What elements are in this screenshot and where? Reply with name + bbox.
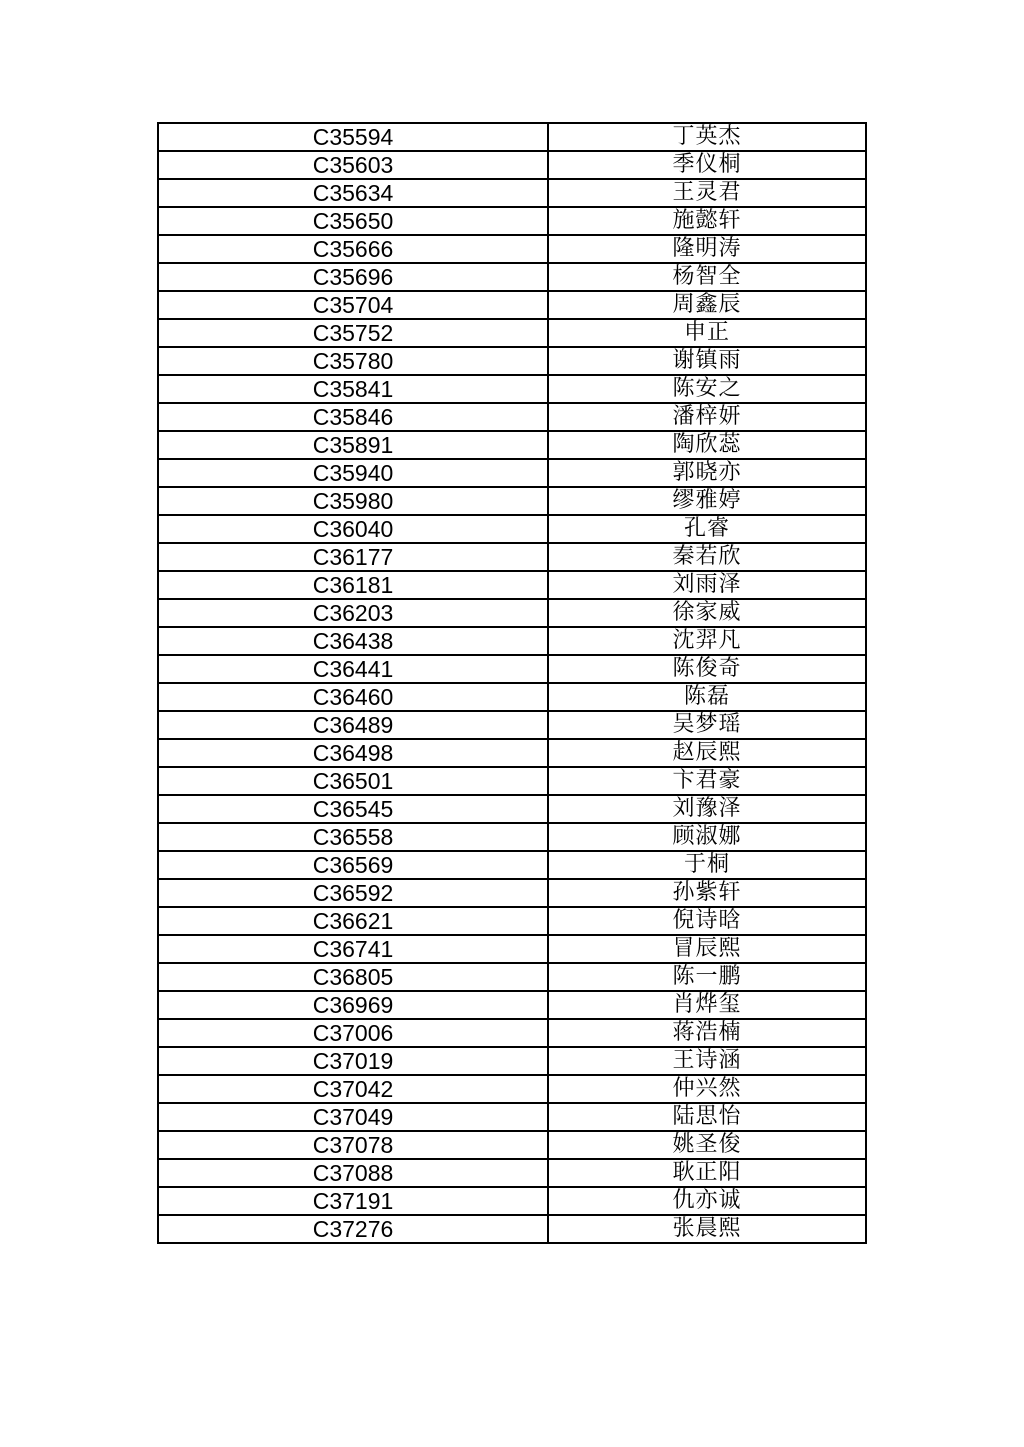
id-cell: C36741: [158, 935, 548, 963]
table-row: [158, 599, 866, 627]
id-cell: C35891: [158, 431, 548, 459]
name-cell: 陈安之: [548, 375, 866, 403]
table-row: [158, 403, 866, 431]
id-cell: C36969: [158, 991, 548, 1019]
id-cell: C36592: [158, 879, 548, 907]
table-row: [158, 319, 866, 347]
id-cell: C36805: [158, 963, 548, 991]
id-cell: C36203: [158, 599, 548, 627]
name-cell: 赵辰熙: [548, 739, 866, 767]
name-cell: 耿正阳: [548, 1159, 866, 1187]
table-row: [158, 823, 866, 851]
table-row: [158, 879, 866, 907]
table-row: [158, 1159, 866, 1187]
id-cell: C37191: [158, 1187, 548, 1215]
table-row: [158, 151, 866, 179]
table-row: [158, 459, 866, 487]
table-row: [158, 347, 866, 375]
table-row: [158, 935, 866, 963]
table-row: [158, 907, 866, 935]
id-cell: C35980: [158, 487, 548, 515]
name-cell: 陈一鹏: [548, 963, 866, 991]
roster-table: [157, 122, 867, 1244]
name-cell: 周鑫辰: [548, 291, 866, 319]
table-row: [158, 515, 866, 543]
name-cell: 丁英杰: [548, 123, 866, 151]
id-cell: C36177: [158, 543, 548, 571]
name-cell: 吴梦瑶: [548, 711, 866, 739]
id-cell: C35752: [158, 319, 548, 347]
id-cell: C35666: [158, 235, 548, 263]
name-cell: 徐家威: [548, 599, 866, 627]
table-row: [158, 1131, 866, 1159]
name-cell: 杨智全: [548, 263, 866, 291]
table-row: [158, 571, 866, 599]
id-cell: C35841: [158, 375, 548, 403]
id-cell: C35780: [158, 347, 548, 375]
table-row: [158, 655, 866, 683]
id-cell: C36569: [158, 851, 548, 879]
name-cell: 潘梓妍: [548, 403, 866, 431]
id-cell: C37019: [158, 1047, 548, 1075]
id-cell: C36621: [158, 907, 548, 935]
id-cell: C37049: [158, 1103, 548, 1131]
table-row: [158, 963, 866, 991]
name-cell: 仇亦诚: [548, 1187, 866, 1215]
table-row: [158, 1075, 866, 1103]
name-cell: 倪诗晗: [548, 907, 866, 935]
id-cell: C36489: [158, 711, 548, 739]
name-cell: 顾淑娜: [548, 823, 866, 851]
name-cell: 卞君豪: [548, 767, 866, 795]
table-row: [158, 487, 866, 515]
name-cell: 刘豫泽: [548, 795, 866, 823]
id-cell: C35603: [158, 151, 548, 179]
id-cell: C37006: [158, 1019, 548, 1047]
name-cell: 肖烨玺: [548, 991, 866, 1019]
name-cell: 郭晓亦: [548, 459, 866, 487]
table-row: [158, 1187, 866, 1215]
table-row: [158, 263, 866, 291]
table-row: [158, 123, 866, 151]
name-cell: 王灵君: [548, 179, 866, 207]
table-row: [158, 851, 866, 879]
name-cell: 张晨熙: [548, 1215, 866, 1243]
name-cell: 陈俊奇: [548, 655, 866, 683]
name-cell: 冒辰熙: [548, 935, 866, 963]
id-cell: C36181: [158, 571, 548, 599]
name-cell: 姚圣俊: [548, 1131, 866, 1159]
table-row: [158, 543, 866, 571]
table-row: [158, 739, 866, 767]
name-cell: 申正: [548, 319, 866, 347]
roster-table-body: [158, 123, 866, 1243]
name-cell: 于桐: [548, 851, 866, 879]
name-cell: 施懿轩: [548, 207, 866, 235]
table-row: [158, 991, 866, 1019]
table-row: [158, 767, 866, 795]
id-cell: C37276: [158, 1215, 548, 1243]
name-cell: 缪雅婷: [548, 487, 866, 515]
table-row: [158, 431, 866, 459]
name-cell: 仲兴然: [548, 1075, 866, 1103]
name-cell: 谢镇雨: [548, 347, 866, 375]
table-row: [158, 179, 866, 207]
table-row: [158, 711, 866, 739]
id-cell: C35846: [158, 403, 548, 431]
name-cell: 刘雨泽: [548, 571, 866, 599]
name-cell: 沈羿凡: [548, 627, 866, 655]
id-cell: C35594: [158, 123, 548, 151]
table-row: [158, 627, 866, 655]
table-row: [158, 683, 866, 711]
id-cell: C35940: [158, 459, 548, 487]
table-row: [158, 1103, 866, 1131]
table-row: [158, 375, 866, 403]
id-cell: C36498: [158, 739, 548, 767]
name-cell: 秦若欣: [548, 543, 866, 571]
table-row: [158, 1047, 866, 1075]
name-cell: 孔睿: [548, 515, 866, 543]
id-cell: C36441: [158, 655, 548, 683]
id-cell: C36545: [158, 795, 548, 823]
id-cell: C36558: [158, 823, 548, 851]
id-cell: C37088: [158, 1159, 548, 1187]
id-cell: C35696: [158, 263, 548, 291]
id-cell: C36460: [158, 683, 548, 711]
table-row: [158, 207, 866, 235]
id-cell: C37078: [158, 1131, 548, 1159]
name-cell: 陶欣蕊: [548, 431, 866, 459]
name-cell: 陆思怡: [548, 1103, 866, 1131]
name-cell: 隆明涛: [548, 235, 866, 263]
table-row: [158, 1215, 866, 1243]
table-row: [158, 291, 866, 319]
name-cell: 蒋浩楠: [548, 1019, 866, 1047]
name-cell: 陈磊: [548, 683, 866, 711]
name-cell: 王诗涵: [548, 1047, 866, 1075]
id-cell: C36040: [158, 515, 548, 543]
id-cell: C35650: [158, 207, 548, 235]
name-cell: 孙紫轩: [548, 879, 866, 907]
table-row: [158, 795, 866, 823]
id-cell: C35704: [158, 291, 548, 319]
name-cell: 季仪桐: [548, 151, 866, 179]
id-cell: C37042: [158, 1075, 548, 1103]
id-cell: C36501: [158, 767, 548, 795]
table-row: [158, 235, 866, 263]
id-cell: C36438: [158, 627, 548, 655]
table-row: [158, 1019, 866, 1047]
id-cell: C35634: [158, 179, 548, 207]
